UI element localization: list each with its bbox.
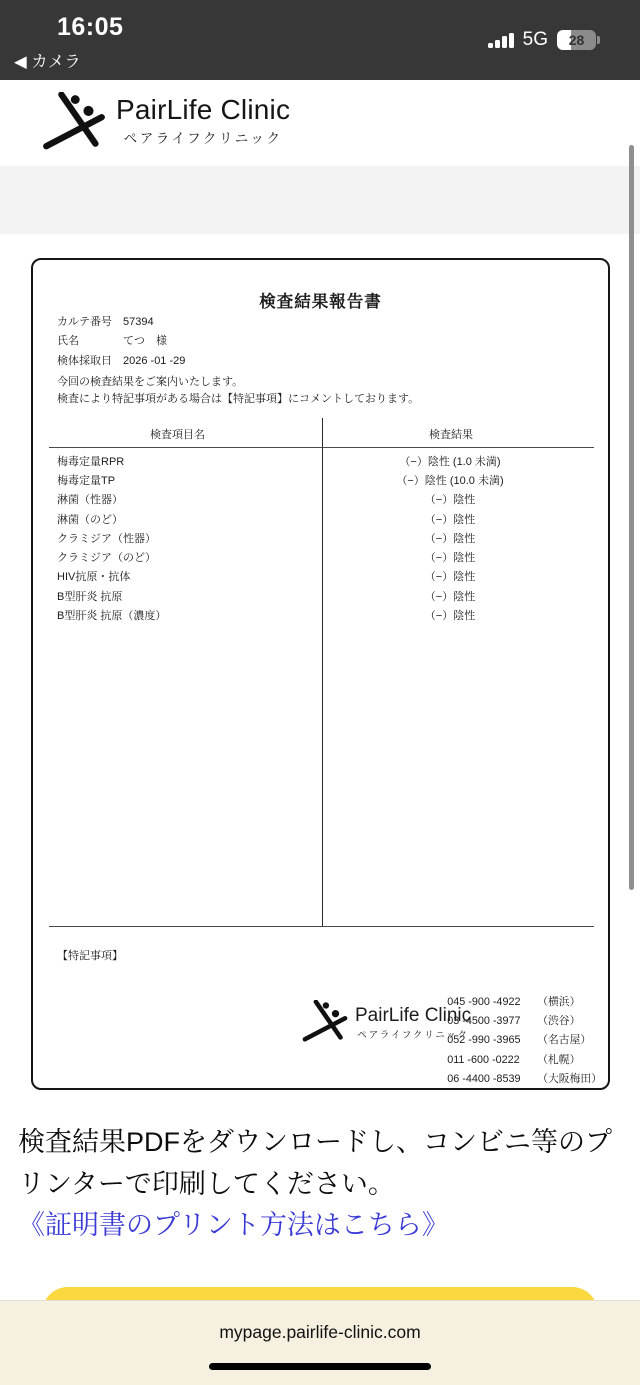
test-name: クラミジア（のど） (57, 552, 156, 565)
battery-icon (557, 30, 596, 50)
test-result: （−）陰性 (1.0 未満) (399, 455, 501, 468)
test-name: B型肝炎 抗原（濃度） (57, 610, 167, 623)
phone-row (447, 1070, 602, 1089)
table-bottom-rule (49, 926, 594, 927)
phone-row (447, 1051, 602, 1070)
patient-name-row (57, 332, 185, 351)
sample-date-value: 2026 -01 -29 (123, 354, 186, 367)
pairlife-logo-icon (302, 1000, 348, 1047)
test-name: 梅毒定量RPR (57, 455, 125, 468)
brand-text (116, 95, 290, 147)
phone-location: （名古屋） (537, 1034, 592, 1047)
battery-percent: 28 (568, 32, 585, 48)
instruction-text: 検査結果PDFをダウンロードし、コンビニ等のプリンターで印刷してください。 (18, 1127, 612, 1199)
phone-number: 03 -4500 -3977 (447, 1015, 521, 1028)
phone-location: （渋谷） (537, 1015, 581, 1028)
phone-row (447, 1031, 602, 1050)
signal-strength-icon (488, 33, 514, 48)
clinic-phone-list (447, 993, 602, 1089)
test-name: クラミジア（性器） (57, 532, 156, 545)
patient-info (57, 313, 185, 371)
test-result: （−）陰性 (10.0 未満) (396, 474, 504, 487)
brand-kana: ペアライフクリニック (123, 131, 283, 146)
report-title: 検査結果報告書 (259, 293, 382, 311)
table-header (33, 426, 608, 442)
table-row (33, 547, 608, 566)
test-name: B型肝炎 抗原 (57, 590, 123, 603)
patient-name-value: てつ 様 (123, 335, 167, 348)
phone-location: （札幌） (537, 1053, 581, 1066)
test-result: （−）陰性 (424, 571, 476, 584)
column-header-test-name: 検査項目名 (150, 429, 205, 441)
table-body (33, 451, 608, 625)
column-header-result: 検査結果 (429, 429, 473, 441)
phone-location: （横浜） (537, 996, 581, 1008)
brand-name: PairLife Clinic (116, 94, 291, 125)
network-type: 5G (522, 29, 548, 50)
phone-location: （大阪梅田） (537, 1072, 602, 1085)
test-result: （−）陰性 (424, 590, 476, 603)
test-name: HIV抗原・抗体 (57, 571, 131, 584)
special-notes-label: 【特記事項】 (57, 950, 123, 962)
test-result: （−）陰性 (424, 552, 476, 565)
test-result: （−）陰性 (424, 513, 476, 526)
status-indicators (488, 28, 596, 52)
phone-row (447, 1012, 602, 1031)
download-instructions (18, 1122, 624, 1247)
table-row (33, 528, 608, 547)
table-row (33, 605, 608, 624)
test-result: （−）陰性 (424, 494, 476, 507)
test-result: （−）陰性 (424, 532, 476, 545)
sample-date-label: 検体採取日 (57, 354, 112, 367)
sample-date-row (57, 352, 185, 371)
browser-toolbar (0, 1300, 640, 1385)
chart-number-label: カルテ番号 (57, 316, 112, 328)
url-address-bar[interactable]: mypage.pairlife-clinic.com (219, 1322, 421, 1342)
footer-brand-kana: ペアライフクリニック (357, 1030, 469, 1041)
test-name: 梅毒定量TP (57, 474, 116, 487)
intro-text (57, 374, 419, 408)
status-bar (0, 0, 640, 80)
phone-number: 06 -4400 -8539 (447, 1072, 521, 1085)
table-row (33, 567, 608, 586)
header-divider-band (0, 166, 640, 234)
pairlife-logo-icon (42, 92, 106, 150)
table-row (33, 509, 608, 528)
test-result: （−）陰性 (424, 610, 476, 623)
home-indicator[interactable] (209, 1363, 431, 1370)
phone-number: 045 -900 -4922 (447, 996, 521, 1008)
phone-number: 052 -990 -3965 (447, 1034, 521, 1047)
table-header-rule (49, 447, 594, 448)
site-header (0, 80, 640, 166)
table-row (33, 470, 608, 489)
table-row (33, 490, 608, 509)
test-name: 淋菌（性器） (57, 494, 123, 507)
back-to-camera-app[interactable]: ◀ カメラ (14, 53, 81, 71)
test-report-card (31, 258, 610, 1090)
clinic-footer-logo (302, 1000, 471, 1047)
phone-row (447, 993, 602, 1012)
brand-logo[interactable] (42, 92, 290, 150)
phone-number: 011 -600 -0222 (447, 1053, 520, 1066)
footer-brand-name: PairLife Clinic (355, 1005, 472, 1026)
intro-line-1: 今回の検査結果をご案内いたします。 (57, 376, 244, 388)
chart-number-row (57, 313, 185, 332)
patient-name-label: 氏名 (57, 335, 79, 348)
scrollbar[interactable] (629, 145, 634, 890)
table-row (33, 451, 608, 470)
print-howto-link[interactable]: 《証明書のプリント方法はこちら》 (18, 1210, 449, 1240)
intro-line-2: 検査により特記事項がある場合は【特記事項】にコメントしております。 (57, 393, 420, 405)
battery-nub (597, 36, 600, 44)
test-name: 淋菌（のど） (57, 513, 123, 526)
clock: 16:05 (57, 13, 124, 41)
chart-number-value: 57394 (123, 316, 154, 328)
table-row (33, 586, 608, 605)
